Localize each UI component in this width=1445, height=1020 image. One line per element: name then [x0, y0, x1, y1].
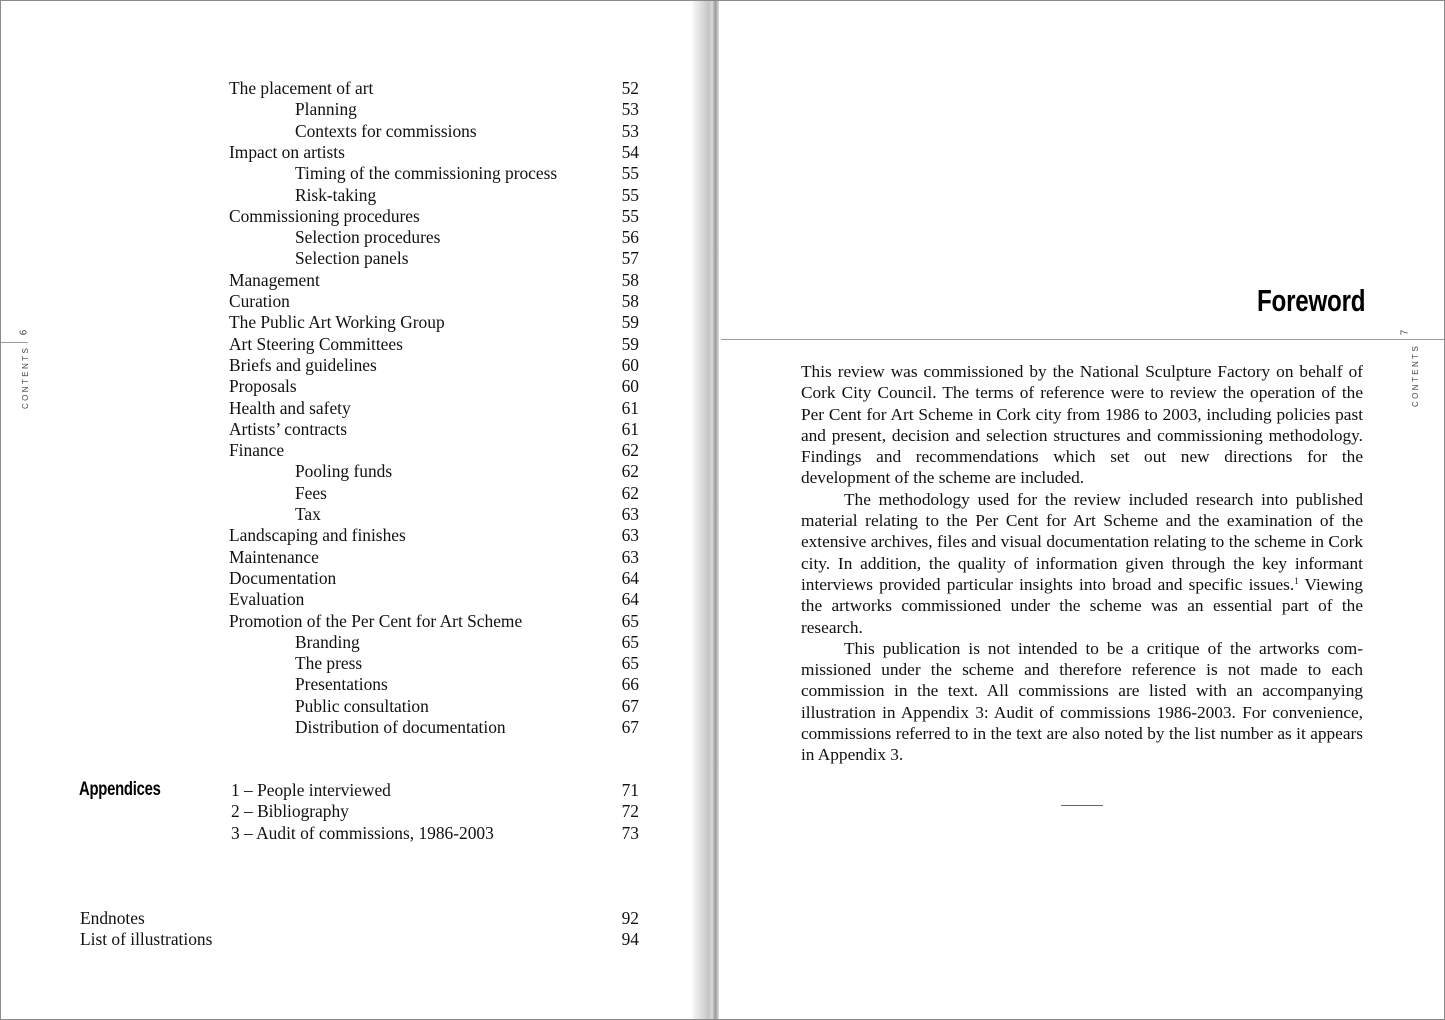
toc-entry-title: Endnotes: [80, 908, 145, 928]
toc-entry[interactable]: [229, 376, 639, 397]
toc-entry[interactable]: [229, 461, 639, 482]
toc-entry-title: List of illustrations: [80, 929, 213, 950]
toc-entry[interactable]: [229, 206, 639, 227]
footnote-marker[interactable]: 1: [1294, 575, 1299, 586]
toc-entry-page-number: 94: [621, 929, 639, 950]
toc-entry-page-number: 58: [621, 269, 639, 290]
toc-entry-page-number: 62: [621, 461, 639, 482]
toc-entry-page-number: 63: [621, 504, 639, 524]
toc-entry[interactable]: [229, 589, 639, 610]
toc-entry-page-number: 61: [621, 418, 639, 439]
toc-entry-page-number: 66: [621, 674, 639, 695]
toc-entry[interactable]: [80, 908, 639, 929]
toc-entry-title: Proposals: [229, 376, 297, 397]
toc-entry-title: Branding: [295, 631, 360, 652]
toc-entry-page-number: 92: [621, 908, 639, 928]
toc-entry-title: 3 – Audit of commissions, 1986-2003: [231, 822, 494, 843]
toc-entry-page-number: 65: [621, 610, 639, 631]
right-page: [719, 1, 1444, 1019]
toc-entry-page-number: 57: [621, 248, 639, 269]
toc-entry-title: Fees: [295, 482, 327, 503]
right-page-number: 7: [1399, 329, 1411, 336]
toc-entry[interactable]: [229, 78, 639, 99]
toc-entry-title: Maintenance: [229, 546, 319, 567]
toc-entry-title: The placement of art: [229, 78, 374, 98]
toc-entry[interactable]: [229, 653, 639, 674]
paragraph: [801, 489, 1363, 638]
toc-entry-page-number: 64: [621, 567, 639, 588]
toc-entry[interactable]: [229, 504, 639, 525]
toc-entry-page-number: 60: [621, 376, 639, 397]
toc-entry-page-number: 55: [621, 205, 639, 226]
toc-entry-title: Briefs and guidelines: [229, 354, 377, 375]
toc-entry-page-number: 59: [621, 333, 639, 354]
page-title: Foreword: [1257, 283, 1366, 318]
toc-entry-title: Art Steering Committees: [229, 333, 403, 354]
paragraph: This review was commissioned by the National Sculpture Factory on behalf of Cork City Council. The terms of reference were to review the operation of the Per Cent for Art Scheme in Cork city from 1986 to 2003, including policies past and present, decision and selection structures and commissioning methodology. Findings and recommendations which set out new directions for the development of the scheme are included.: [801, 362, 1363, 488]
toc-entry-page-number: 53: [621, 120, 639, 141]
toc-entry[interactable]: [229, 611, 639, 632]
toc-entry-page-number: 73: [621, 822, 639, 843]
toc-entry[interactable]: [229, 632, 639, 653]
toc-entry-title: The Public Art Working Group: [229, 312, 445, 333]
toc-entry[interactable]: [231, 823, 639, 844]
toc-entry[interactable]: [229, 440, 639, 461]
toc-entry[interactable]: [229, 185, 639, 206]
toc-entry-page-number: 59: [621, 312, 639, 333]
toc-entry-page-number: 64: [621, 589, 639, 610]
toc-entry[interactable]: [229, 248, 639, 269]
toc-entry-page-number: 62: [621, 482, 639, 503]
toc-entry-title: Timing of the commissioning process: [295, 163, 558, 184]
toc-entry-page-number: 71: [621, 780, 639, 800]
toc-entry-title: Tax: [295, 504, 321, 524]
section-end-rule: [1061, 805, 1103, 806]
toc-entry-title: Landscaping and finishes: [229, 525, 406, 546]
toc-entry-title: Risk-taking: [295, 184, 377, 205]
toc-entry[interactable]: [229, 312, 639, 333]
toc-entry-page-number: 63: [621, 546, 639, 567]
toc-entry[interactable]: [229, 568, 639, 589]
toc-entry-title: 2 – Bibliography: [231, 801, 349, 822]
toc-entry-title: Selection panels: [295, 248, 409, 269]
toc-entry-page-number: 58: [621, 291, 639, 311]
toc-entry-page-number: 55: [621, 163, 639, 184]
paragraph: This publication is not intended to be a critique of the artworks commissioned under the scheme and therefore reference is not made to each commission in the text. All commissions are listed with an accompanying illustration in Appendix 3: Audit of commissions 1986-2003. For convenience, commissions referred to in the text are also noted by the list number as it appears in Appendix 3.: [801, 638, 1363, 765]
toc-entry[interactable]: [229, 142, 639, 163]
title-rule: [721, 339, 1444, 340]
toc-entry-title: Documentation: [229, 567, 337, 588]
toc-entry[interactable]: [229, 270, 639, 291]
toc-entry-title: Promotion of the Per Cent for Art Scheme: [229, 610, 523, 631]
toc-entry[interactable]: [229, 291, 639, 312]
toc-entry-title: The press: [295, 653, 363, 674]
toc-entry-title: Contexts for commissions: [295, 120, 477, 141]
toc-entry[interactable]: [229, 696, 639, 717]
paragraph-text: The methodology used for the review included research into published material relating to the Per Cent for Art Scheme and the examination of the extensive archives, files and visual documentation relating to the scheme in Cork city. In addition, the quality of information given through the key informant interviews provided particular insights into broad and specific issues.: [801, 489, 1363, 594]
toc-entry-page-number: 67: [621, 695, 639, 716]
left-margin-rule: [1, 342, 28, 343]
toc-entry-page-number: 52: [621, 78, 639, 98]
toc-entry[interactable]: [229, 674, 639, 695]
toc-entry-title: Selection procedures: [295, 227, 441, 248]
toc-entry-title: Presentations: [295, 674, 388, 695]
toc-entry[interactable]: [229, 334, 639, 355]
toc-entry-title: Evaluation: [229, 589, 305, 610]
toc-entry-page-number: 63: [621, 525, 639, 546]
toc-entry-page-number: 72: [621, 801, 639, 822]
toc-entry[interactable]: [229, 398, 639, 419]
toc-entry-page-number: 56: [621, 227, 639, 248]
toc-entry[interactable]: [231, 801, 639, 822]
toc-entry[interactable]: [229, 483, 639, 504]
toc-entry-page-number: 61: [621, 397, 639, 418]
toc-entry[interactable]: [229, 227, 639, 248]
toc-entry[interactable]: [229, 163, 639, 184]
right-running-head: CONTENTS: [1411, 343, 1420, 407]
toc-entry-page-number: 55: [621, 184, 639, 205]
toc-entry-title: Artists’ contracts: [229, 418, 347, 439]
toc-entry-page-number: 67: [621, 717, 639, 737]
toc-entry-title: Impact on artists: [229, 141, 345, 162]
toc-entry[interactable]: [229, 355, 639, 376]
toc-entry-title: Health and safety: [229, 397, 351, 418]
toc-entry[interactable]: [229, 717, 639, 738]
toc-entry-page-number: 60: [621, 354, 639, 375]
foreword-body: [801, 361, 1363, 766]
toc-entry[interactable]: [229, 525, 639, 546]
toc-entry-title: Commissioning procedures: [229, 205, 420, 226]
toc-entry-title: Pooling funds: [295, 461, 393, 482]
toc-entry[interactable]: [229, 121, 639, 142]
toc-entry-title: Public consultation: [295, 695, 429, 716]
toc-entry-title: Management: [229, 269, 320, 290]
toc-entry[interactable]: [229, 547, 639, 568]
toc-entry[interactable]: [231, 780, 639, 801]
toc-entry-page-number: 54: [621, 141, 639, 162]
paragraph-text: Viewing the artworks commissioned under the scheme was an essential part of the research.: [801, 574, 1364, 637]
toc-entry-page-number: 62: [621, 440, 639, 461]
left-page: [1, 1, 697, 1019]
toc-entry-title: Finance: [229, 440, 285, 461]
toc-entry[interactable]: [80, 929, 639, 950]
toc-entry-page-number: 65: [621, 631, 639, 652]
left-page-number: 6: [18, 329, 30, 336]
toc-entry-title: Distribution of documentation: [295, 717, 506, 737]
toc-entry-page-number: 65: [621, 653, 639, 674]
toc-entry-title: 1 – People interviewed: [231, 780, 391, 800]
toc-entry-page-number: 53: [621, 99, 639, 120]
toc-entry[interactable]: [229, 419, 639, 440]
toc-entry-title: Curation: [229, 291, 290, 311]
appendices-heading: Appendices: [79, 779, 161, 800]
toc-entry-title: Planning: [295, 99, 357, 120]
left-running-head: CONTENTS: [21, 345, 30, 409]
toc-entry[interactable]: [229, 99, 639, 120]
